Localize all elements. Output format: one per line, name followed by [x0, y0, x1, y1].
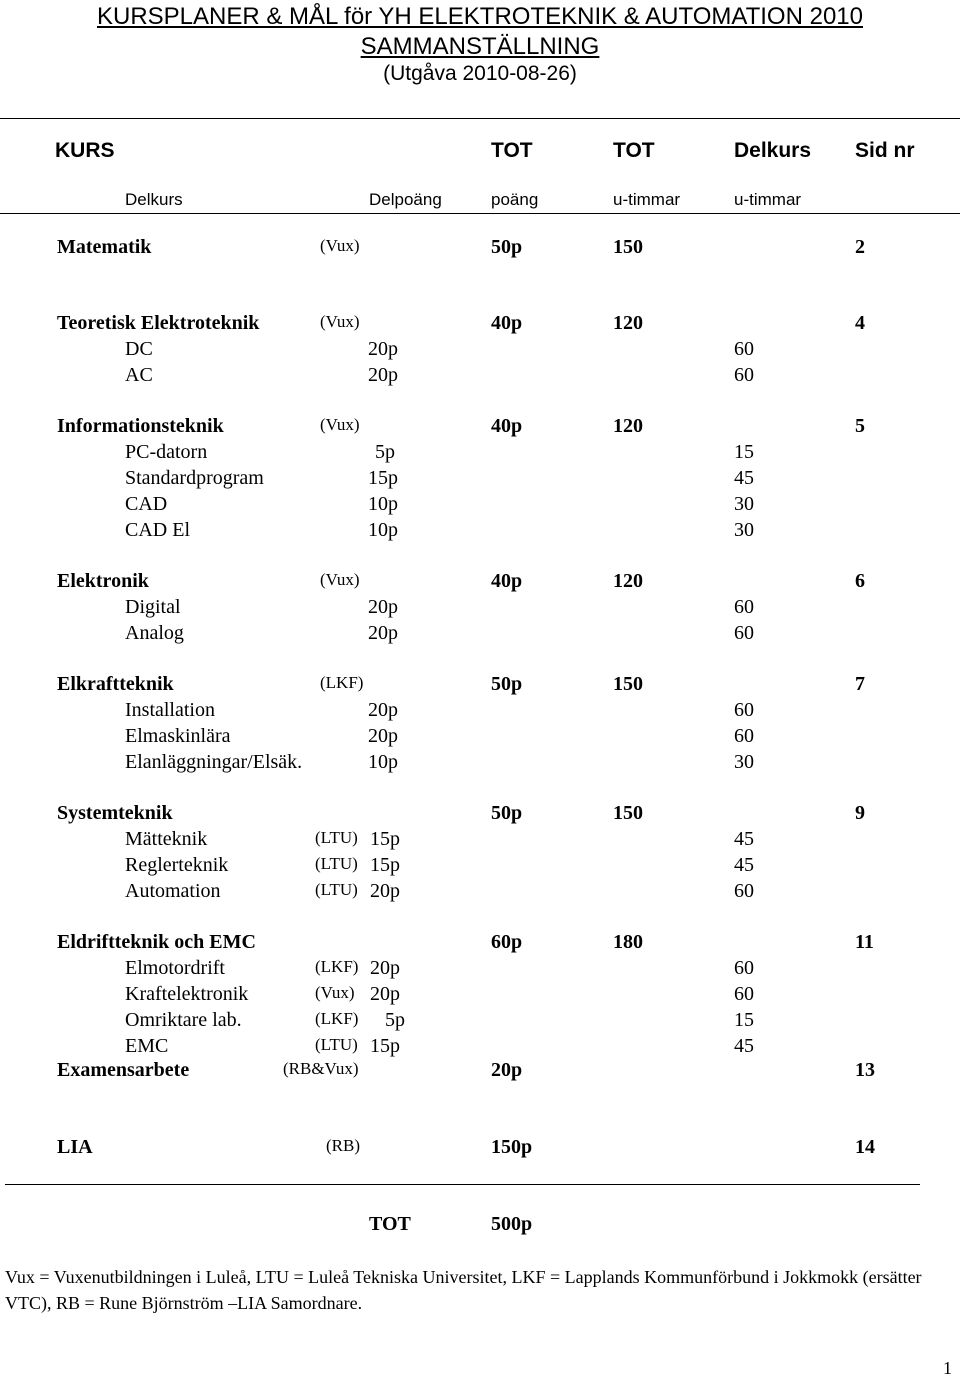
- subcourse-row: [0, 467, 960, 493]
- course-page-number: 5: [855, 415, 865, 437]
- subcourse-name: Mätteknik: [125, 828, 208, 850]
- col-subheader-poang: poäng: [491, 190, 539, 209]
- subcourse-points: 15p: [370, 828, 400, 850]
- subcourse-name: Elanläggningar/Elsäk.: [125, 751, 303, 773]
- course-total-points: 40p: [491, 415, 523, 437]
- subcourse-name: Digital: [125, 596, 181, 618]
- subcourse-row: [0, 854, 960, 880]
- course-page-number: 4: [855, 312, 865, 334]
- subcourse-row: [0, 1035, 960, 1061]
- course-name: Teoretisk Elektroteknik: [57, 312, 260, 334]
- course-name: Informationsteknik: [57, 415, 224, 437]
- course-total-hours: 150: [613, 673, 643, 695]
- col-header-tot-points: TOT: [491, 139, 533, 162]
- subcourse-hours: 60: [734, 622, 754, 644]
- subcourse-row: [0, 957, 960, 983]
- course-total-points: 50p: [491, 673, 523, 695]
- subcourse-name: Omriktare lab.: [125, 1009, 242, 1031]
- subcourse-points: 20p: [368, 725, 398, 747]
- course-row: [0, 570, 960, 596]
- course-provider: (LTU): [315, 828, 358, 847]
- course-total-points: 50p: [491, 802, 523, 824]
- course-row: [0, 312, 960, 338]
- subcourse-hours: 45: [734, 1035, 754, 1057]
- subcourse-name: CAD: [125, 493, 168, 515]
- subcourse-points: 15p: [370, 1035, 400, 1057]
- subcourse-hours: 45: [734, 854, 754, 876]
- subcourse-points: 10p: [368, 493, 398, 515]
- subcourse-hours: 45: [734, 467, 754, 489]
- course-provider: (LTU): [315, 880, 358, 899]
- subcourse-points: 20p: [368, 364, 398, 386]
- subcourse-row: [0, 622, 960, 648]
- subcourse-hours: 60: [734, 596, 754, 618]
- total-value: 500p: [491, 1213, 533, 1235]
- subcourse-row: [0, 441, 960, 467]
- subcourse-points: 10p: [368, 751, 398, 773]
- header-top-divider: [0, 118, 960, 119]
- subcourse-points: 15p: [370, 854, 400, 876]
- subcourse-name: DC: [125, 338, 153, 360]
- course-page-number: 7: [855, 673, 865, 695]
- subcourse-points: 5p: [385, 1009, 405, 1031]
- course-name: Elkraftteknik: [57, 673, 174, 695]
- course-name: LIA: [57, 1136, 93, 1158]
- subcourse-hours: 60: [734, 725, 754, 747]
- course-total-points: 50p: [491, 236, 523, 258]
- subcourse-name: EMC: [125, 1035, 169, 1057]
- page-number: 1: [943, 1358, 952, 1378]
- subcourse-name: AC: [125, 364, 153, 386]
- course-provider: (Vux): [320, 415, 360, 434]
- col-subheader-utimmar-delkurs: u-timmar: [734, 190, 802, 209]
- abbreviation-footnote: Vux = Vuxenutbildningen i Luleå, LTU = Luleå Tekniska Universitet, LKF = Lapplands Kommunförbund i Jokkmokk (ersätter VTC), RB = Rune Björnström –LIA Samordnare.: [5, 1267, 922, 1313]
- course-page-number: 14: [855, 1136, 875, 1158]
- course-page-number: 11: [855, 931, 874, 953]
- subcourse-name: Installation: [125, 699, 215, 721]
- subcourse-points: 5p: [375, 441, 395, 463]
- course-total-points: 150p: [491, 1136, 533, 1158]
- subcourse-points: 20p: [370, 983, 400, 1005]
- subcourse-hours: 30: [734, 519, 754, 541]
- subcourse-row: [0, 983, 960, 1009]
- course-row: [0, 236, 960, 262]
- subcourse-row: [0, 596, 960, 622]
- course-provider: (Vux): [320, 312, 360, 331]
- subcourse-name: Elmaskinlära: [125, 725, 231, 747]
- document-title-line1: KURSPLANER & MÅL för YH ELEKTROTEKNIK & AUTOMATION 2010: [96, 3, 863, 30]
- subcourse-row: [0, 364, 960, 390]
- subcourse-hours: 30: [734, 751, 754, 773]
- course-row: [0, 1059, 960, 1085]
- course-name: Examensarbete: [57, 1059, 190, 1081]
- subcourse-row: [0, 828, 960, 854]
- course-page-number: 9: [855, 802, 865, 824]
- course-provider: (LTU): [315, 854, 358, 873]
- course-name: Matematik: [57, 236, 152, 258]
- course-provider: (Vux): [315, 983, 355, 1002]
- subcourse-row: [0, 338, 960, 364]
- col-header-delkurs: Delkurs: [734, 139, 812, 162]
- subcourse-hours: 60: [734, 699, 754, 721]
- subcourse-hours: 15: [734, 1009, 754, 1031]
- course-total-points: 60p: [491, 931, 523, 953]
- col-subheader-utimmar-tot: u-timmar: [613, 190, 681, 209]
- col-header-sidnr: Sid nr: [855, 139, 915, 162]
- course-page-number: 2: [855, 236, 865, 258]
- col-header-tot-hours: TOT: [613, 139, 655, 162]
- subcourse-name: Reglerteknik: [125, 854, 229, 876]
- course-name: Systemteknik: [57, 802, 173, 824]
- subcourse-name: Kraftelektronik: [125, 983, 249, 1005]
- header-bottom-divider: [0, 213, 960, 214]
- course-row: [0, 1136, 960, 1162]
- course-provider: (Vux): [320, 570, 360, 589]
- subcourse-points: 15p: [368, 467, 398, 489]
- edition-date: (Utgåva 2010-08-26): [383, 62, 577, 85]
- subcourse-hours: 60: [734, 880, 754, 902]
- subcourse-hours: 60: [734, 957, 754, 979]
- document-title-line2: SAMMANSTÄLLNING: [360, 33, 600, 60]
- course-total-hours: 120: [613, 570, 643, 592]
- course-provider: (LTU): [315, 1035, 358, 1054]
- course-total-hours: 120: [613, 312, 643, 334]
- subcourse-name: PC-datorn: [125, 441, 208, 463]
- subcourse-name: Automation: [125, 880, 221, 902]
- course-row: [0, 931, 960, 957]
- subcourse-row: [0, 725, 960, 751]
- course-name: Eldriftteknik och EMC: [57, 931, 256, 953]
- course-page-number: 13: [855, 1059, 875, 1081]
- course-provider: (Vux): [320, 236, 360, 255]
- subcourse-name: Elmotordrift: [125, 957, 225, 979]
- course-total-hours: 120: [613, 415, 643, 437]
- subcourse-name: Analog: [125, 622, 184, 644]
- subcourse-hours: 45: [734, 828, 754, 850]
- subcourse-row: [0, 880, 960, 906]
- course-provider: (RB&Vux): [283, 1059, 359, 1078]
- subcourse-hours: 15: [734, 441, 754, 463]
- course-row: [0, 802, 960, 828]
- course-total-hours: 150: [613, 236, 643, 258]
- subcourse-hours: 60: [734, 983, 754, 1005]
- course-total-hours: 150: [613, 802, 643, 824]
- total-label: TOT: [369, 1213, 411, 1235]
- subcourse-hours: 60: [734, 364, 754, 386]
- course-page-number: 6: [855, 570, 865, 592]
- subcourse-row: [0, 519, 960, 545]
- col-subheader-delpoang: Delpoäng: [369, 190, 442, 209]
- course-row: [0, 673, 960, 699]
- course-provider: (LKF): [315, 957, 359, 976]
- course-provider: (LKF): [315, 1009, 359, 1028]
- subcourse-row: [0, 1009, 960, 1035]
- total-divider: [5, 1184, 920, 1185]
- subcourse-points: 10p: [368, 519, 398, 541]
- subcourse-hours: 30: [734, 493, 754, 515]
- subcourse-name: CAD El: [125, 519, 190, 541]
- course-total-points: 20p: [491, 1059, 523, 1081]
- course-provider: (RB): [326, 1136, 360, 1155]
- subcourse-points: 20p: [368, 622, 398, 644]
- subcourse-row: [0, 751, 960, 777]
- subcourse-points: 20p: [370, 880, 400, 902]
- col-subheader-delkurs: Delkurs: [125, 190, 183, 209]
- subcourse-row: [0, 493, 960, 519]
- subcourse-points: 20p: [368, 338, 398, 360]
- course-total-hours: 180: [613, 931, 643, 953]
- col-header-kurs: KURS: [55, 139, 115, 162]
- course-total-points: 40p: [491, 570, 523, 592]
- subcourse-hours: 60: [734, 338, 754, 360]
- subcourse-points: 20p: [368, 596, 398, 618]
- course-name: Elektronik: [57, 570, 149, 592]
- course-row: [0, 415, 960, 441]
- course-provider: (LKF): [320, 673, 364, 692]
- course-total-points: 40p: [491, 312, 523, 334]
- subcourse-row: [0, 699, 960, 725]
- subcourse-name: Standardprogram: [125, 467, 264, 489]
- subcourse-points: 20p: [368, 699, 398, 721]
- subcourse-points: 20p: [370, 957, 400, 979]
